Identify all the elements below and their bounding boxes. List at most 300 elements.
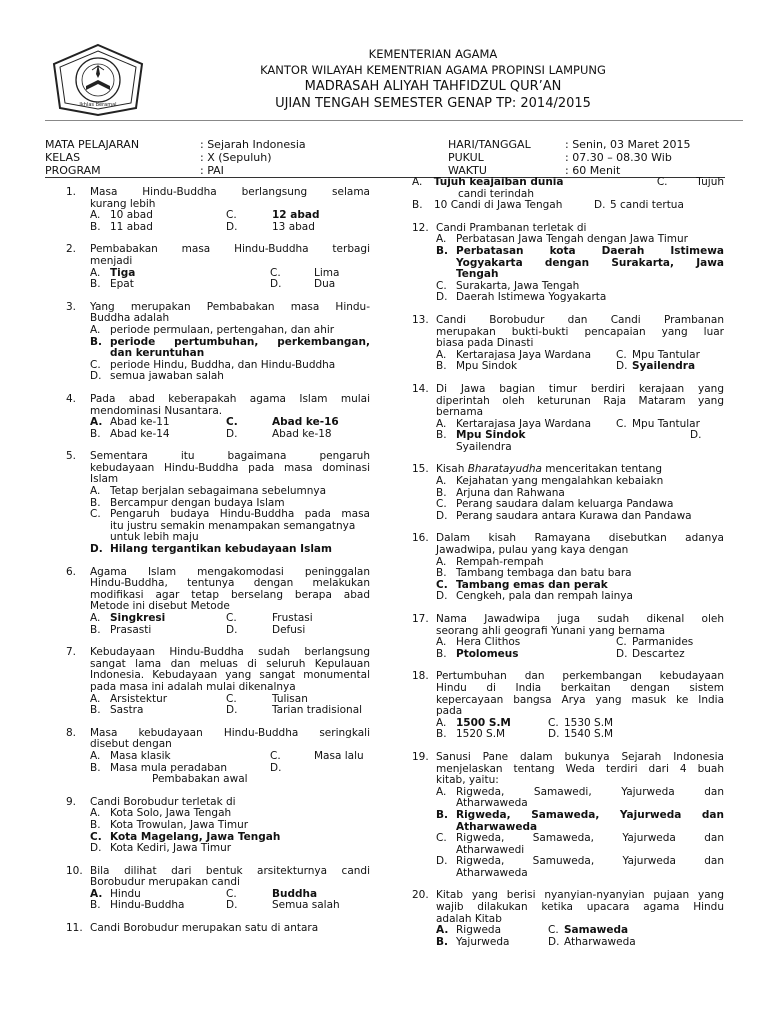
- option-d[interactable]: [226, 222, 370, 234]
- question-3: [66, 302, 370, 383]
- option-key: C.: [226, 416, 238, 429]
- option-b[interactable]: [90, 222, 226, 234]
- question-stem: Bila dilihat dari bentuk arsitekturnya candi: [90, 864, 370, 877]
- option-text: Rempah-rempah: [456, 555, 544, 568]
- option-text: periode permulaan, pertengahan, dan ahir: [110, 323, 335, 336]
- question-stem: Candi Borobudur terletak di: [90, 795, 236, 808]
- option-b[interactable]: [90, 625, 226, 637]
- option-key: A.: [90, 209, 101, 222]
- option-text: 10 Candi di Jawa Tengah: [434, 199, 563, 212]
- option-d[interactable]: [616, 361, 724, 373]
- option-key: D.: [226, 623, 238, 636]
- option-key: A.: [90, 266, 101, 279]
- info-label: HARI/TANGGAL: [448, 138, 531, 151]
- option-key: C.: [616, 417, 627, 430]
- question-stem: kitab, yaitu:: [436, 774, 499, 787]
- info-value: : Senin, 03 Maret 2015: [565, 138, 691, 151]
- option-b[interactable]: [436, 361, 616, 373]
- info-value: : 60 Menit: [565, 164, 621, 177]
- option-text: Kejahatan yang mengalahkan kebaiakn: [456, 475, 664, 488]
- svg-text:Ikhlas Beramal: Ikhlas Beramal: [79, 102, 117, 108]
- option-key: B.: [90, 761, 101, 774]
- option-c[interactable]: [226, 417, 370, 429]
- question-stem: pada masa ini adalah mulai dikenalnya: [90, 680, 296, 693]
- stem-text: Kisah: [436, 463, 468, 476]
- option-text: Hindu: [110, 887, 141, 900]
- option-line: Pengaruh budaya Hindu-Buddha pada masa: [110, 508, 370, 521]
- option-text: Kota Solo, Jawa Tengah: [110, 807, 232, 820]
- info-value: : PAI: [200, 164, 224, 177]
- option-text: Tujuh keajaiban dunia: [433, 176, 564, 188]
- option-key: B.: [90, 220, 101, 233]
- option-key: D.: [548, 935, 560, 948]
- question-number: 14.: [412, 382, 429, 395]
- question-stem: Yang merupakan Pembabakan masa Hindu-: [90, 300, 370, 313]
- question-stem: sangat lama dan meluas di seluruh Kepulauan: [90, 657, 370, 670]
- option-key: C.: [90, 508, 101, 521]
- option-text: [456, 856, 724, 879]
- header-divider: [45, 120, 743, 121]
- option-key: C.: [616, 636, 627, 649]
- option-text: Hindu-Buddha: [110, 899, 185, 912]
- option-text: 1520 S.M: [456, 728, 506, 741]
- option-d[interactable]: [226, 625, 370, 637]
- option-d[interactable]: [436, 591, 724, 603]
- option-key: A.: [436, 785, 447, 798]
- option-text: 10 abad: [110, 209, 153, 222]
- option-text: Kota Trowulan, Jawa Timur: [110, 818, 249, 831]
- option-line: Perbatasan kota Daerah Istimewa: [456, 244, 724, 257]
- question-stem: Indonesia. Kebudayaan yang sangat monumental: [90, 669, 370, 682]
- option-text: [290, 763, 370, 775]
- info-value: : X (Sepuluh): [200, 151, 272, 164]
- option-d[interactable]: [270, 279, 370, 291]
- option-text: Prasasti: [110, 623, 152, 636]
- question-stem: Di Jawa bagian timur berdiri kerajaan yang: [436, 382, 724, 395]
- answer-options: [436, 234, 724, 304]
- option-key: B.: [436, 647, 447, 660]
- option-text: Hilang tergantikan kebudayaan Islam: [110, 543, 332, 556]
- option-text: Masa lalu: [314, 749, 364, 762]
- answer-options: [436, 350, 724, 373]
- option-key: C.: [90, 830, 102, 843]
- option-key: D.: [436, 291, 448, 304]
- answer-options: [90, 808, 370, 854]
- option-key: D.: [226, 427, 238, 440]
- option-d[interactable]: [226, 705, 370, 717]
- answer-options: [90, 210, 370, 233]
- option-key: C.: [548, 716, 559, 729]
- option-d[interactable]: [616, 430, 724, 442]
- option-text: Perang saudara dalam keluarga Pandawa: [456, 498, 674, 511]
- answer-options: [90, 486, 370, 556]
- option-d[interactable]: [226, 900, 370, 912]
- option-key: C.: [270, 266, 281, 279]
- question-number: 18.: [412, 670, 429, 683]
- option-line: untuk lebih maju: [110, 531, 199, 544]
- option-key: A.: [436, 417, 447, 430]
- option-a[interactable]: [90, 486, 370, 498]
- option-line: Atharwaweda: [456, 797, 528, 810]
- option-text: Parmanides: [632, 636, 694, 649]
- question-stem: Hindu-Buddha, tentunya dengan melakukan: [90, 577, 370, 590]
- option-key: B.: [90, 704, 101, 717]
- question-10: [66, 866, 370, 912]
- option-text: Tujuh: [696, 176, 724, 188]
- option-continuation: Pembabakan awal: [152, 773, 248, 786]
- option-a[interactable]: [90, 325, 370, 337]
- option-a[interactable]: [436, 787, 724, 810]
- option-d[interactable]: [436, 292, 724, 304]
- option-c[interactable]: [616, 419, 724, 431]
- question-stem: Masa kebudayaan Hindu-Buddha seringkali: [90, 726, 370, 739]
- option-key: A.: [90, 749, 101, 762]
- option-c[interactable]: [270, 751, 370, 763]
- option-text: Buddha: [272, 887, 318, 900]
- option-text: Lima: [314, 266, 340, 279]
- option-b[interactable]: [436, 246, 724, 281]
- option-d[interactable]: [548, 729, 724, 741]
- option-key: A.: [90, 612, 101, 624]
- option-d[interactable]: [90, 371, 370, 383]
- question-9: [66, 797, 370, 855]
- option-key: A.: [90, 887, 103, 900]
- info-label: PROGRAM: [45, 164, 101, 177]
- option-key: A.: [90, 323, 101, 336]
- question-6: [66, 567, 370, 637]
- option-b[interactable]: [90, 705, 226, 717]
- question-stem: modifikasi agar tetap berselang berapa abad: [90, 588, 370, 601]
- question-14: [412, 384, 724, 454]
- option-a[interactable]: [412, 177, 724, 189]
- option-d[interactable]: [270, 763, 370, 775]
- option-d[interactable]: [616, 649, 724, 661]
- option-key: D.: [690, 429, 702, 442]
- question-stem: pada: [436, 705, 463, 718]
- option-d[interactable]: [436, 856, 724, 879]
- option-key: C.: [226, 692, 237, 705]
- option-text: [456, 833, 724, 856]
- option-a[interactable]: [436, 476, 724, 488]
- option-key: A.: [436, 233, 447, 246]
- option-d[interactable]: [90, 843, 370, 855]
- question-number: 10.: [66, 864, 83, 877]
- answer-options: [436, 419, 724, 442]
- option-text: Tambang tembaga dan batu bara: [456, 567, 632, 580]
- question-stem: diperintah oleh keturunan Raja Mataram yang: [436, 394, 724, 407]
- option-line: Tengah: [456, 268, 499, 281]
- question-stem: adalah Kitab: [436, 912, 502, 925]
- question-11-options: [412, 177, 724, 212]
- option-text: Ptolomeus: [456, 647, 519, 660]
- question-16: [412, 533, 724, 603]
- header-office: KANTOR WILAYAH KEMENTRIAN AGAMA PROPINSI LAMPUNG: [260, 63, 606, 77]
- option-key: D.: [270, 278, 282, 291]
- stem-text: menceritakan tentang: [541, 463, 663, 476]
- answer-options: [90, 613, 370, 636]
- answer-options: [90, 325, 370, 383]
- answer-options: [436, 476, 724, 522]
- option-line: Atharwawedi: [456, 843, 525, 856]
- option-key: B.: [90, 278, 101, 291]
- option-key: B.: [436, 935, 448, 948]
- option-key: D.: [436, 590, 448, 603]
- option-text: Kertarajasa Jaya Wardana: [456, 417, 592, 430]
- question-stem: Kebudayaan Hindu-Buddha sudah berlangsung: [90, 646, 370, 659]
- answer-options: [436, 637, 724, 660]
- option-key: D.: [270, 761, 282, 774]
- option-line: Rigweda, Samuweda, Yajurweda dan: [456, 855, 724, 868]
- option-text: Yajurweda: [456, 935, 510, 948]
- option-text: Kota Kediri, Jawa Timur: [110, 842, 232, 855]
- option-text: Mpu Sindok: [456, 360, 518, 373]
- option-text: Tambang emas dan perak: [456, 578, 608, 591]
- option-key: A.: [90, 416, 103, 429]
- option-b[interactable]: [436, 729, 548, 741]
- question-2: [66, 244, 370, 290]
- question-17: [412, 614, 724, 660]
- question-stem: Agama Islam mengakomodasi peninggalan: [90, 565, 370, 578]
- option-text: [456, 787, 724, 810]
- option-key: A.: [436, 924, 449, 937]
- option-key: B.: [436, 567, 447, 580]
- question-stem: Jawadwipa, pulau yang kaya dengan: [436, 544, 629, 557]
- question-number: 17.: [412, 613, 429, 625]
- option-text: [110, 509, 370, 544]
- option-text: Samaweda: [564, 924, 629, 937]
- option-key: B.: [90, 818, 101, 831]
- option-b[interactable]: [412, 200, 724, 212]
- exam-info-left: [45, 138, 306, 177]
- question-12: [412, 223, 724, 304]
- option-key: A.: [436, 636, 447, 649]
- option-key: C.: [436, 279, 447, 292]
- option-d[interactable]: [90, 544, 370, 556]
- option-text: Frustasi: [272, 612, 313, 624]
- answer-options: [90, 889, 370, 912]
- option-text: Arsistektur: [110, 692, 168, 705]
- option-b[interactable]: [436, 937, 548, 949]
- option-key: D.: [226, 704, 238, 717]
- header-exam-title: UJIAN TENGAH SEMESTER GENAP TP: 2014/2015: [275, 96, 591, 111]
- answer-options: [90, 417, 370, 440]
- option-key: C.: [226, 612, 237, 624]
- info-value: : 07.30 – 08.30 Wib: [565, 151, 672, 164]
- madrasah-seal-icon: [50, 42, 146, 118]
- questions-left-column: [66, 187, 370, 946]
- question-stem: merupakan bukti-bukti pencapaian yang luar: [436, 325, 724, 338]
- option-text: Atharwaweda: [564, 935, 636, 948]
- option-text: Epat: [110, 278, 134, 291]
- option-key: A.: [436, 475, 447, 488]
- option-line: Atharwaweda: [456, 866, 528, 879]
- option-text: Hera Clithos: [456, 636, 521, 649]
- question-19: [412, 752, 724, 880]
- option-text: Descartez: [632, 647, 685, 660]
- option-key: C.: [548, 924, 559, 937]
- question-stem: Dalam kisah Ramayana disebutkan adanya: [436, 532, 724, 545]
- letterhead: [140, 46, 726, 112]
- question-number: 12.: [412, 221, 429, 234]
- option-text: Rigweda: [456, 924, 502, 937]
- option-text: Masa mula peradaban: [110, 761, 228, 774]
- question-number: 2.: [66, 243, 77, 256]
- option-text: Daerah Istimewa Yogyakarta: [456, 291, 607, 304]
- answer-options: [436, 557, 724, 603]
- question-stem: Pada abad keberapakah agama Islam mulai: [90, 392, 370, 405]
- answer-options: [90, 694, 370, 717]
- question-number: 20.: [412, 889, 429, 902]
- option-b[interactable]: [90, 429, 226, 441]
- question-number: 13.: [412, 313, 429, 326]
- option-key: D.: [226, 899, 238, 912]
- option-c[interactable]: [436, 833, 724, 856]
- question-stem: wajib dilakukan ketika upacara agama Hindu: [436, 901, 724, 914]
- option-key: A.: [412, 176, 423, 188]
- option-text: 12 abad: [272, 209, 320, 222]
- option-key: C.: [616, 348, 627, 361]
- option-key: C.: [226, 209, 237, 222]
- option-text: Mpu Tantular: [632, 417, 700, 430]
- question-stem: bernama: [436, 406, 484, 419]
- option-key: A.: [436, 716, 447, 729]
- answer-options: [436, 718, 724, 741]
- option-text: Kertarajasa Jaya Wardana: [456, 348, 592, 361]
- question-stem: Candi Prambanan terletak di: [436, 221, 587, 234]
- option-key: D.: [90, 543, 103, 556]
- option-b[interactable]: [90, 900, 226, 912]
- option-b[interactable]: [90, 337, 370, 360]
- option-key: A.: [436, 555, 447, 568]
- option-text: Mpu Tantular: [632, 348, 700, 361]
- question-stem: Candi Borobudur merupakan satu di antara: [90, 922, 319, 935]
- option-key: D.: [90, 370, 102, 383]
- option-text: Tiga: [110, 266, 136, 279]
- option-a[interactable]: [90, 613, 226, 625]
- question-stem: kepercayaan bangsa Arya yang masuk ke India: [436, 693, 724, 706]
- question-13: [412, 315, 724, 373]
- option-text: Bercampur dengan budaya Islam: [110, 496, 285, 509]
- option-text: 11 abad: [110, 220, 153, 233]
- option-key: D.: [436, 855, 448, 868]
- question-stem: Islam: [90, 473, 119, 486]
- question-stem: Borobudur merupakan candi: [90, 876, 240, 889]
- option-key: D.: [594, 199, 606, 212]
- option-key: A.: [90, 485, 101, 498]
- option-key: D.: [616, 360, 628, 373]
- option-key: B.: [436, 486, 447, 499]
- question-stem: Pembabakan masa Hindu-Buddha terbagi: [90, 243, 370, 256]
- option-text: Dua: [314, 278, 336, 291]
- option-line: Rigweda, Samaweda, Yajurweda dan: [456, 808, 724, 821]
- answer-options: [90, 268, 370, 291]
- option-b[interactable]: [90, 820, 370, 832]
- option-key: D.: [616, 647, 628, 660]
- question-stem: Pertumbuhan dan perkembangan kebudayaan: [436, 670, 724, 683]
- exam-info-right: [448, 138, 691, 177]
- question-stem: menjelaskan tentang Weda terdiri dari 4 buah: [436, 762, 724, 775]
- option-text: [706, 430, 724, 442]
- question-stem: kebudayaan Hindu-Buddha pada masa dominasi: [90, 461, 370, 474]
- option-key: B.: [412, 199, 423, 212]
- question-stem: Masa Hindu-Buddha berlangsung selama: [90, 186, 370, 198]
- question-stem: Candi Borobudur dan Candi Prambanan: [436, 313, 724, 326]
- option-key: C.: [270, 749, 281, 762]
- option-text: 5 candi tertua: [610, 199, 684, 212]
- question-15: [412, 464, 724, 522]
- question-4: [66, 394, 370, 440]
- question-number: 1.: [66, 186, 77, 198]
- option-line: periode pertumbuhan, perkembangan,: [110, 335, 370, 348]
- option-text: Masa klasik: [110, 749, 171, 762]
- question-number: 6.: [66, 565, 77, 578]
- question-1: [66, 187, 370, 233]
- option-line: Atharwaweda: [456, 820, 538, 833]
- option-key: D.: [548, 728, 560, 741]
- option-text: Sastra: [110, 704, 144, 717]
- option-text: Perang saudara antara Kurawa dan Pandawa: [456, 509, 692, 522]
- option-key: C.: [436, 498, 447, 511]
- option-text: Abad ke-18: [272, 427, 332, 440]
- answer-options: [436, 925, 724, 948]
- option-b[interactable]: [90, 279, 270, 291]
- option-a[interactable]: [90, 417, 226, 429]
- option-line: Rigweda, Samawedi, Yajurweda dan: [456, 785, 724, 798]
- option-key: C.: [436, 832, 447, 845]
- question-18: [412, 671, 724, 741]
- question-stem: Hindu di India berkaitan dengan sistem: [436, 681, 724, 694]
- option-key: C.: [90, 358, 101, 371]
- option-text: [456, 810, 724, 833]
- question-number: 5.: [66, 450, 77, 463]
- option-text: Abad ke-11: [110, 416, 170, 429]
- option-key: D.: [90, 842, 102, 855]
- option-text: semua jawaban salah: [110, 370, 224, 383]
- question-number: 3.: [66, 300, 77, 313]
- option-text: Mpu Sindok: [456, 429, 526, 442]
- option-text: Cengkeh, pala dan rempah lainya: [456, 590, 633, 603]
- option-text: periode Hindu, Buddha, dan Hindu-Buddha: [110, 358, 336, 371]
- question-number: 8.: [66, 726, 77, 739]
- option-a[interactable]: [90, 751, 270, 763]
- option-text: Abad ke-16: [272, 416, 339, 429]
- answer-options: [436, 787, 724, 880]
- option-key: A.: [90, 807, 101, 820]
- question-stem: disebut dengan: [90, 738, 172, 751]
- option-d[interactable]: [226, 429, 370, 441]
- question-stem: menjadi: [90, 254, 133, 267]
- option-b[interactable]: [436, 810, 724, 833]
- option-text: Syailendra: [632, 360, 696, 373]
- question-stem: Nama Jawadwipa juga sudah dikenal oleh: [436, 613, 724, 625]
- option-text: Tetap berjalan sebagaimana sebelumnya: [110, 485, 327, 498]
- option-key: D.: [226, 220, 238, 233]
- option-c[interactable]: [90, 509, 370, 544]
- option-d[interactable]: [548, 937, 724, 949]
- option-key: B.: [90, 623, 101, 636]
- option-key: B.: [90, 335, 102, 348]
- option-line: dan keruntuhan: [110, 347, 205, 360]
- option-c[interactable]: [226, 613, 370, 625]
- option-text: Perbatasan Jawa Tengah dengan Jawa Timur: [456, 233, 688, 246]
- option-b[interactable]: [436, 649, 616, 661]
- option-d[interactable]: [436, 511, 724, 523]
- option-text: [456, 246, 724, 281]
- option-key: D.: [436, 509, 448, 522]
- questions-right-column: [412, 177, 724, 959]
- option-text: 1540 S.M: [564, 728, 614, 741]
- question-stem: mendominasi Nusantara.: [90, 404, 223, 417]
